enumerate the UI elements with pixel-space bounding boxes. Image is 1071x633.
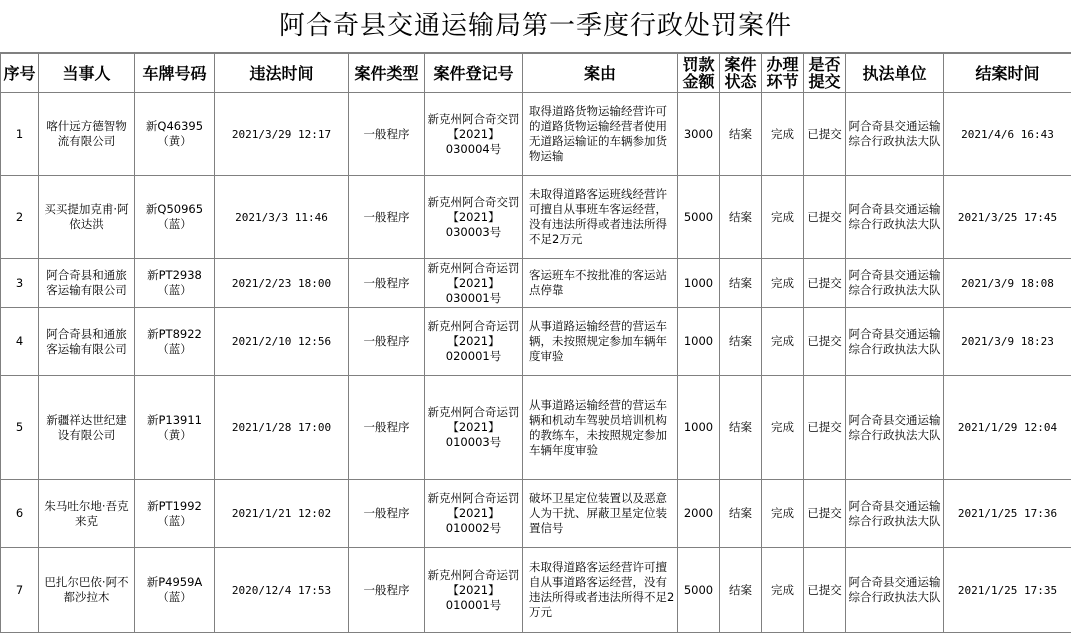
cell-step: 完成 (762, 376, 804, 480)
cell-time: 2021/2/10 12:56 (215, 308, 349, 376)
cell-case-type: 一般程序 (349, 376, 425, 480)
cell-fine: 3000 (678, 93, 720, 176)
cell-party: 阿合奇县和通旅客运输有限公司 (39, 308, 135, 376)
cell-seq: 1 (1, 93, 39, 176)
cell-reason: 从事道路运输经营的营运车辆和机动车驾驶员培训机构的教练车，未按照规定参加车辆年度审验 (523, 376, 678, 480)
cell-unit: 阿合奇县交通运输综合行政执法大队 (846, 376, 944, 480)
cell-time: 2021/2/23 18:00 (215, 259, 349, 308)
cell-step: 完成 (762, 308, 804, 376)
cell-reg-no: 新克州阿合奇交罚【2021】030003号 (425, 176, 523, 259)
table-body (1, 93, 1071, 633)
cell-plate: 新PT1992（蓝） (135, 480, 215, 548)
header-fine: 罚款金额 (678, 54, 720, 93)
page-title: 阿合奇县交通运输局第一季度行政处罚案件 (0, 0, 1071, 53)
cell-time: 2021/3/3 11:46 (215, 176, 349, 259)
cell-case-type: 一般程序 (349, 308, 425, 376)
cell-seq: 5 (1, 376, 39, 480)
cell-case-type: 一般程序 (349, 176, 425, 259)
cell-submitted: 已提交 (804, 308, 846, 376)
cell-reason: 客运班车不按批准的客运站点停靠 (523, 259, 678, 308)
cell-close-time: 2021/1/25 17:36 (944, 480, 1071, 548)
header-reg-no: 案件登记号 (425, 54, 523, 93)
penalty-case-table (0, 53, 1071, 633)
cell-submitted: 已提交 (804, 259, 846, 308)
cell-fine: 5000 (678, 548, 720, 633)
header-party: 当事人 (39, 54, 135, 93)
cell-unit: 阿合奇县交通运输综合行政执法大队 (846, 548, 944, 633)
cell-plate: 新PT8922（蓝） (135, 308, 215, 376)
header-submitted: 是否提交 (804, 54, 846, 93)
cell-plate: 新P4959A（蓝） (135, 548, 215, 633)
cell-party: 巴扎尔巴依·阿不都沙拉木 (39, 548, 135, 633)
cell-unit: 阿合奇县交通运输综合行政执法大队 (846, 480, 944, 548)
cell-time: 2021/1/28 17:00 (215, 376, 349, 480)
header-plate: 车牌号码 (135, 54, 215, 93)
header-step: 办理环节 (762, 54, 804, 93)
cell-step: 完成 (762, 93, 804, 176)
cell-party: 阿合奇县和通旅客运输有限公司 (39, 259, 135, 308)
cell-plate: 新Q46395（黄） (135, 93, 215, 176)
cell-step: 完成 (762, 548, 804, 633)
cell-submitted: 已提交 (804, 376, 846, 480)
cell-reason: 破坏卫星定位装置以及恶意人为干扰、屏蔽卫星定位装置信号 (523, 480, 678, 548)
cell-reg-no: 新克州阿合奇运罚【2021】020001号 (425, 308, 523, 376)
cell-case-type: 一般程序 (349, 93, 425, 176)
cell-seq: 6 (1, 480, 39, 548)
cell-submitted: 已提交 (804, 548, 846, 633)
cell-seq: 3 (1, 259, 39, 308)
cell-close-time: 2021/3/9 18:08 (944, 259, 1071, 308)
cell-reason: 从事道路运输经营的营运车辆，未按照规定参加车辆年度审验 (523, 308, 678, 376)
cell-close-time: 2021/1/29 12:04 (944, 376, 1071, 480)
header-close-time: 结案时间 (944, 54, 1071, 93)
cell-unit: 阿合奇县交通运输综合行政执法大队 (846, 176, 944, 259)
cell-plate: 新Q50965（蓝） (135, 176, 215, 259)
cell-unit: 阿合奇县交通运输综合行政执法大队 (846, 93, 944, 176)
cell-status: 结案 (720, 259, 762, 308)
header-row (1, 54, 1071, 93)
cell-case-type: 一般程序 (349, 548, 425, 633)
cell-status: 结案 (720, 176, 762, 259)
cell-reg-no: 新克州阿合奇交罚【2021】030004号 (425, 93, 523, 176)
table-row (1, 480, 1071, 548)
header-reason: 案由 (523, 54, 678, 93)
cell-unit: 阿合奇县交通运输综合行政执法大队 (846, 259, 944, 308)
cell-fine: 2000 (678, 480, 720, 548)
table-row (1, 259, 1071, 308)
cell-reg-no: 新克州阿合奇运罚【2021】010003号 (425, 376, 523, 480)
table-row (1, 93, 1071, 176)
cell-close-time: 2021/3/9 18:23 (944, 308, 1071, 376)
cell-party: 买买提加克甫·阿依达洪 (39, 176, 135, 259)
cell-seq: 7 (1, 548, 39, 633)
cell-close-time: 2021/1/25 17:35 (944, 548, 1071, 633)
cell-close-time: 2021/3/25 17:45 (944, 176, 1071, 259)
cell-fine: 1000 (678, 376, 720, 480)
cell-reason: 未取得道路客运班线经营许可擅自从事班车客运经营，没有违法所得或者违法所得不足2万元 (523, 176, 678, 259)
cell-step: 完成 (762, 259, 804, 308)
cell-case-type: 一般程序 (349, 480, 425, 548)
cell-party: 喀什远方德智物流有限公司 (39, 93, 135, 176)
cell-unit: 阿合奇县交通运输综合行政执法大队 (846, 308, 944, 376)
cell-status: 结案 (720, 480, 762, 548)
table-row (1, 176, 1071, 259)
cell-party: 新疆祥达世纪建设有限公司 (39, 376, 135, 480)
cell-fine: 1000 (678, 259, 720, 308)
cell-seq: 2 (1, 176, 39, 259)
cell-submitted: 已提交 (804, 480, 846, 548)
cell-step: 完成 (762, 176, 804, 259)
cell-step: 完成 (762, 480, 804, 548)
cell-reason: 取得道路货物运输经营许可的道路货物运输经营者使用无道路运输证的车辆参加货物运输 (523, 93, 678, 176)
cell-fine: 5000 (678, 176, 720, 259)
cell-status: 结案 (720, 93, 762, 176)
header-time: 违法时间 (215, 54, 349, 93)
header-status: 案件状态 (720, 54, 762, 93)
header-case-type: 案件类型 (349, 54, 425, 93)
cell-status: 结案 (720, 308, 762, 376)
cell-close-time: 2021/4/6 16:43 (944, 93, 1071, 176)
table-row (1, 548, 1071, 633)
cell-submitted: 已提交 (804, 93, 846, 176)
cell-seq: 4 (1, 308, 39, 376)
cell-reg-no: 新克州阿合奇运罚【2021】010001号 (425, 548, 523, 633)
cell-reg-no: 新克州阿合奇运罚【2021】030001号 (425, 259, 523, 308)
cell-party: 朱马吐尔地·吾克来克 (39, 480, 135, 548)
cell-case-type: 一般程序 (349, 259, 425, 308)
cell-time: 2020/12/4 17:53 (215, 548, 349, 633)
cell-time: 2021/1/21 12:02 (215, 480, 349, 548)
cell-time: 2021/3/29 12:17 (215, 93, 349, 176)
cell-submitted: 已提交 (804, 176, 846, 259)
header-unit: 执法单位 (846, 54, 944, 93)
cell-fine: 1000 (678, 308, 720, 376)
cell-status: 结案 (720, 376, 762, 480)
cell-reg-no: 新克州阿合奇运罚【2021】010002号 (425, 480, 523, 548)
cell-plate: 新P13911（黄） (135, 376, 215, 480)
cell-reason: 未取得道路客运经营许可擅自从事道路客运经营，没有违法所得或者违法所得不足2万元 (523, 548, 678, 633)
table-row (1, 308, 1071, 376)
cell-plate: 新PT2938（蓝） (135, 259, 215, 308)
cell-status: 结案 (720, 548, 762, 633)
table-row (1, 376, 1071, 480)
header-seq: 序号 (1, 54, 39, 93)
